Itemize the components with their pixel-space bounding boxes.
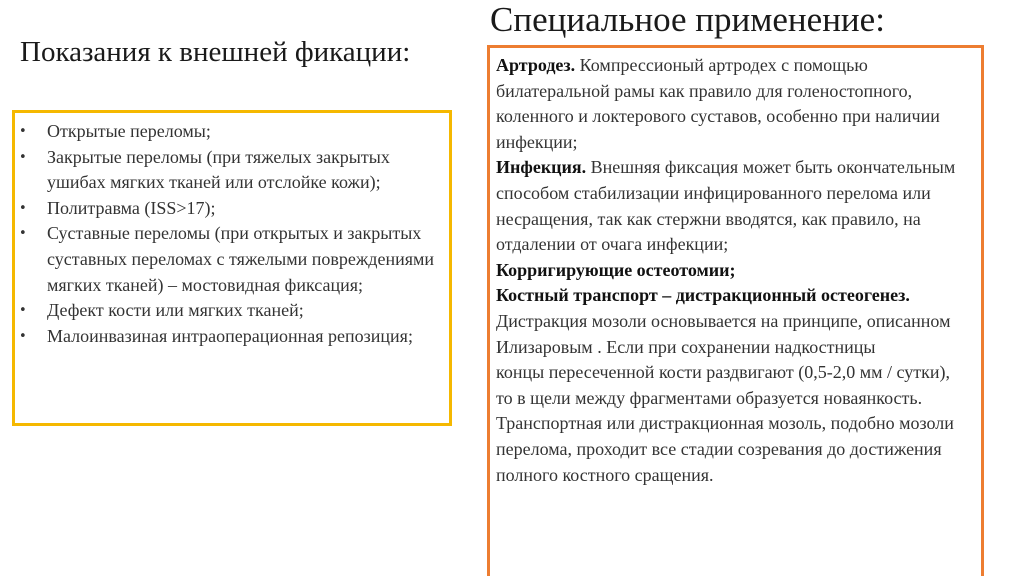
paragraph-text: то в щели между фрагментами образуется новаянкость. Транспортная или дистракционная мозоль, подобно мозоли перелома, проходит все стадии созревания до достижения полного костного сращения. xyxy=(496,387,954,485)
list-item-text: Малоинвазиная интраоперационная репозиция; xyxy=(47,325,413,346)
paragraph-text: концы пересеченной кости раздвигают (0,5-2,0 мм / сутки), xyxy=(496,362,950,383)
list-item xyxy=(15,145,449,196)
paragraph-regenerate xyxy=(496,386,977,488)
special-use-title: Специальное применение: xyxy=(490,0,885,39)
indications-list xyxy=(15,113,449,349)
indications-box xyxy=(12,110,452,426)
list-item-text: Политравма (ISS>17); xyxy=(47,197,216,218)
bullet-icon: • xyxy=(19,149,27,165)
paragraph-distraction-rate xyxy=(496,360,977,386)
paragraph-heading: Артродез. xyxy=(496,55,576,75)
list-item-text: Закрытые переломы (при тяжелых закрытых ушибах мягких тканей или отслойке кожи); xyxy=(47,146,390,193)
paragraph-text: Компрессионый артродех с помощью билатеральной рамы как правило для голеностопного, коленного и локтерового суставов, особенно при наличии инфекции; xyxy=(496,55,940,152)
paragraph-heading: Костный транспорт – дистракционный остеогенез. xyxy=(496,285,910,306)
paragraph-bone-transport xyxy=(496,283,977,360)
paragraph-arthrodesis xyxy=(496,53,977,155)
list-item xyxy=(15,196,449,222)
paragraph-text: Внешняя фиксация может быть окончательным способом стабилизации инфицированного перелома или несращения, так как стержни вводятся, как правило, на отдалении от очага инфекции; xyxy=(496,157,956,255)
list-item xyxy=(15,324,449,350)
list-item xyxy=(15,221,449,298)
bullet-icon: • xyxy=(19,303,27,319)
paragraph-heading: Корригирующие остеотомии; xyxy=(496,259,736,280)
paragraph-heading: Инфекция. xyxy=(496,157,587,178)
indications-title: Показания к внешней фикации: xyxy=(20,36,411,68)
paragraph-text: Дистракция мозоли основывается на принципе, описанном Илизаровым . Если при сохранении надкостницы xyxy=(496,310,951,357)
bullet-icon: • xyxy=(19,200,27,216)
paragraph-infection xyxy=(496,155,977,257)
list-item-text: Суставные переломы (при открытых и закрытых суставных переломах с тяжелыми повреждениями мягких тканей) – мостовидная фиксация; xyxy=(47,223,435,295)
special-use-box xyxy=(487,45,984,576)
paragraph-osteotomy xyxy=(496,258,977,284)
list-item-text: Дефект кости или мягких тканей; xyxy=(47,300,304,321)
bullet-icon: • xyxy=(19,328,27,344)
list-item-text: Открытые переломы; xyxy=(47,121,211,141)
bullet-icon: • xyxy=(19,124,27,139)
list-item xyxy=(15,119,449,145)
bullet-icon: • xyxy=(19,226,27,242)
list-item xyxy=(15,298,449,324)
